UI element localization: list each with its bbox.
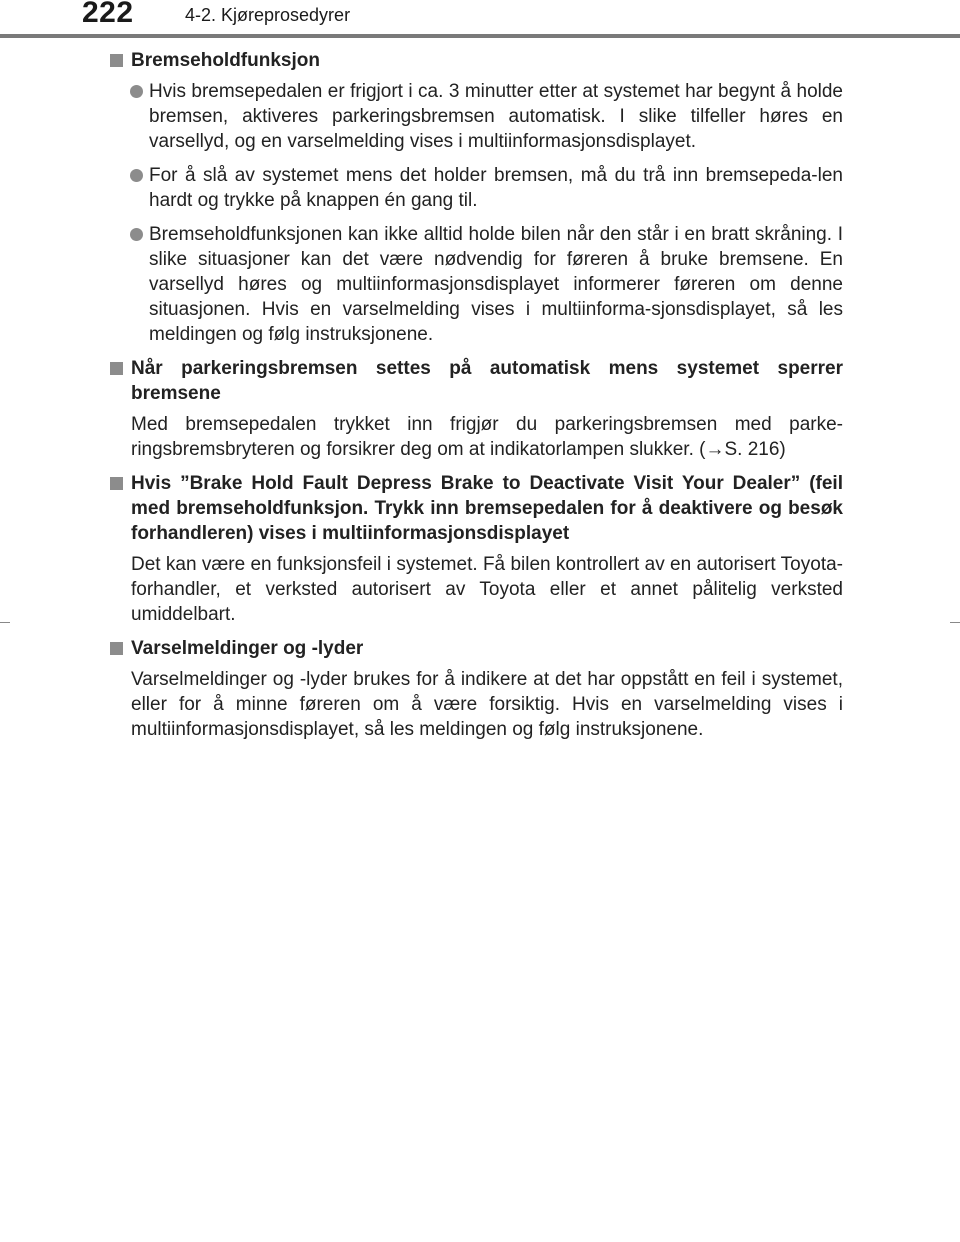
list-item-text: Bremseholdfunksjonen kan ikke alltid holde bilen når den står i en bratt skråning. I slike situasjoner kan det være nødvendig for føreren å bruke bremsene. En varsellyd høres og multiinformasjonsdisplayet informerer føreren om denne situasjonen. Hvis en varselmelding vises i multiinforma-sjonsdisplayet, så les meldingen og følg instruksjonene. [149, 224, 843, 345]
square-bullet-icon [110, 477, 123, 490]
square-bullet-icon [110, 642, 123, 655]
section-title: Bremseholdfunksjon [131, 50, 320, 71]
circle-bullet-icon [130, 85, 143, 98]
crop-mark-left [0, 622, 10, 623]
chapter-title: 4-2. Kjøreprosedyrer [185, 5, 351, 25]
section-warnings [110, 636, 843, 742]
page-number: 222 [82, 0, 134, 29]
square-bullet-icon [110, 362, 123, 375]
header-divider [0, 34, 960, 38]
list-item-text: Hvis bremsepedalen er frigjort i ca. 3 minutter etter at systemet har begynt å holde bremsen, aktiveres parkeringsbremsen automatisk. I slike tilfeller høres en varsellyd, og en varselmelding vises i multiinformasjonsdisplayet. [149, 81, 843, 152]
section-heading [110, 48, 843, 73]
section-body: Med bremsepedalen trykket inn frigjør du parkeringsbremsen med parke-ringsbremsbryteren og forsikrer deg om at indikatorlampen slukker. (→S. 216) [131, 414, 843, 460]
section-body: Varselmeldinger og -lyder brukes for å indikere at det har oppstått en feil i systemet, eller for å minne føreren om å være forsiktig. Hvis en varselmelding vises i multiinformasjonsdisplayet, så les meldingen og følg instruksjonene. [131, 669, 843, 740]
list-item [110, 163, 843, 213]
section-heading [110, 356, 843, 406]
section-title: Når parkeringsbremsen settes på automatisk mens systemet sperrer bremsene [131, 358, 843, 404]
section-parking-brake [110, 356, 843, 462]
section-heading [110, 471, 843, 546]
crop-mark-right [950, 622, 960, 623]
section-title: Hvis ”Brake Hold Fault Depress Brake to Deactivate Visit Your Dealer” (feil med bremseholdfunksjon. Trykk inn bremsepedalen for å deaktivere og besøk forhandleren) vises i multiinformasjonsdisplayet [131, 473, 843, 544]
section-title: Varselmeldinger og -lyder [131, 638, 364, 659]
section-brake-hold [110, 48, 843, 347]
circle-bullet-icon [130, 169, 143, 182]
list-item [110, 222, 843, 347]
list-item-text: For å slå av systemet mens det holder bremsen, må du trå inn bremsepeda-len hardt og trykke på knappen én gang til. [149, 165, 843, 211]
page-content [110, 48, 843, 751]
circle-bullet-icon [130, 228, 143, 241]
section-body: Det kan være en funksjonsfeil i systemet. Få bilen kontrollert av en autorisert Toyota-forhandler, et verksted autorisert av Toyota eller et annet pålitelig verksted umiddelbart. [131, 554, 843, 625]
section-fault-message [110, 471, 843, 627]
square-bullet-icon [110, 54, 123, 67]
section-heading [110, 636, 843, 661]
page-header [0, 0, 960, 40]
list-item [110, 79, 843, 154]
